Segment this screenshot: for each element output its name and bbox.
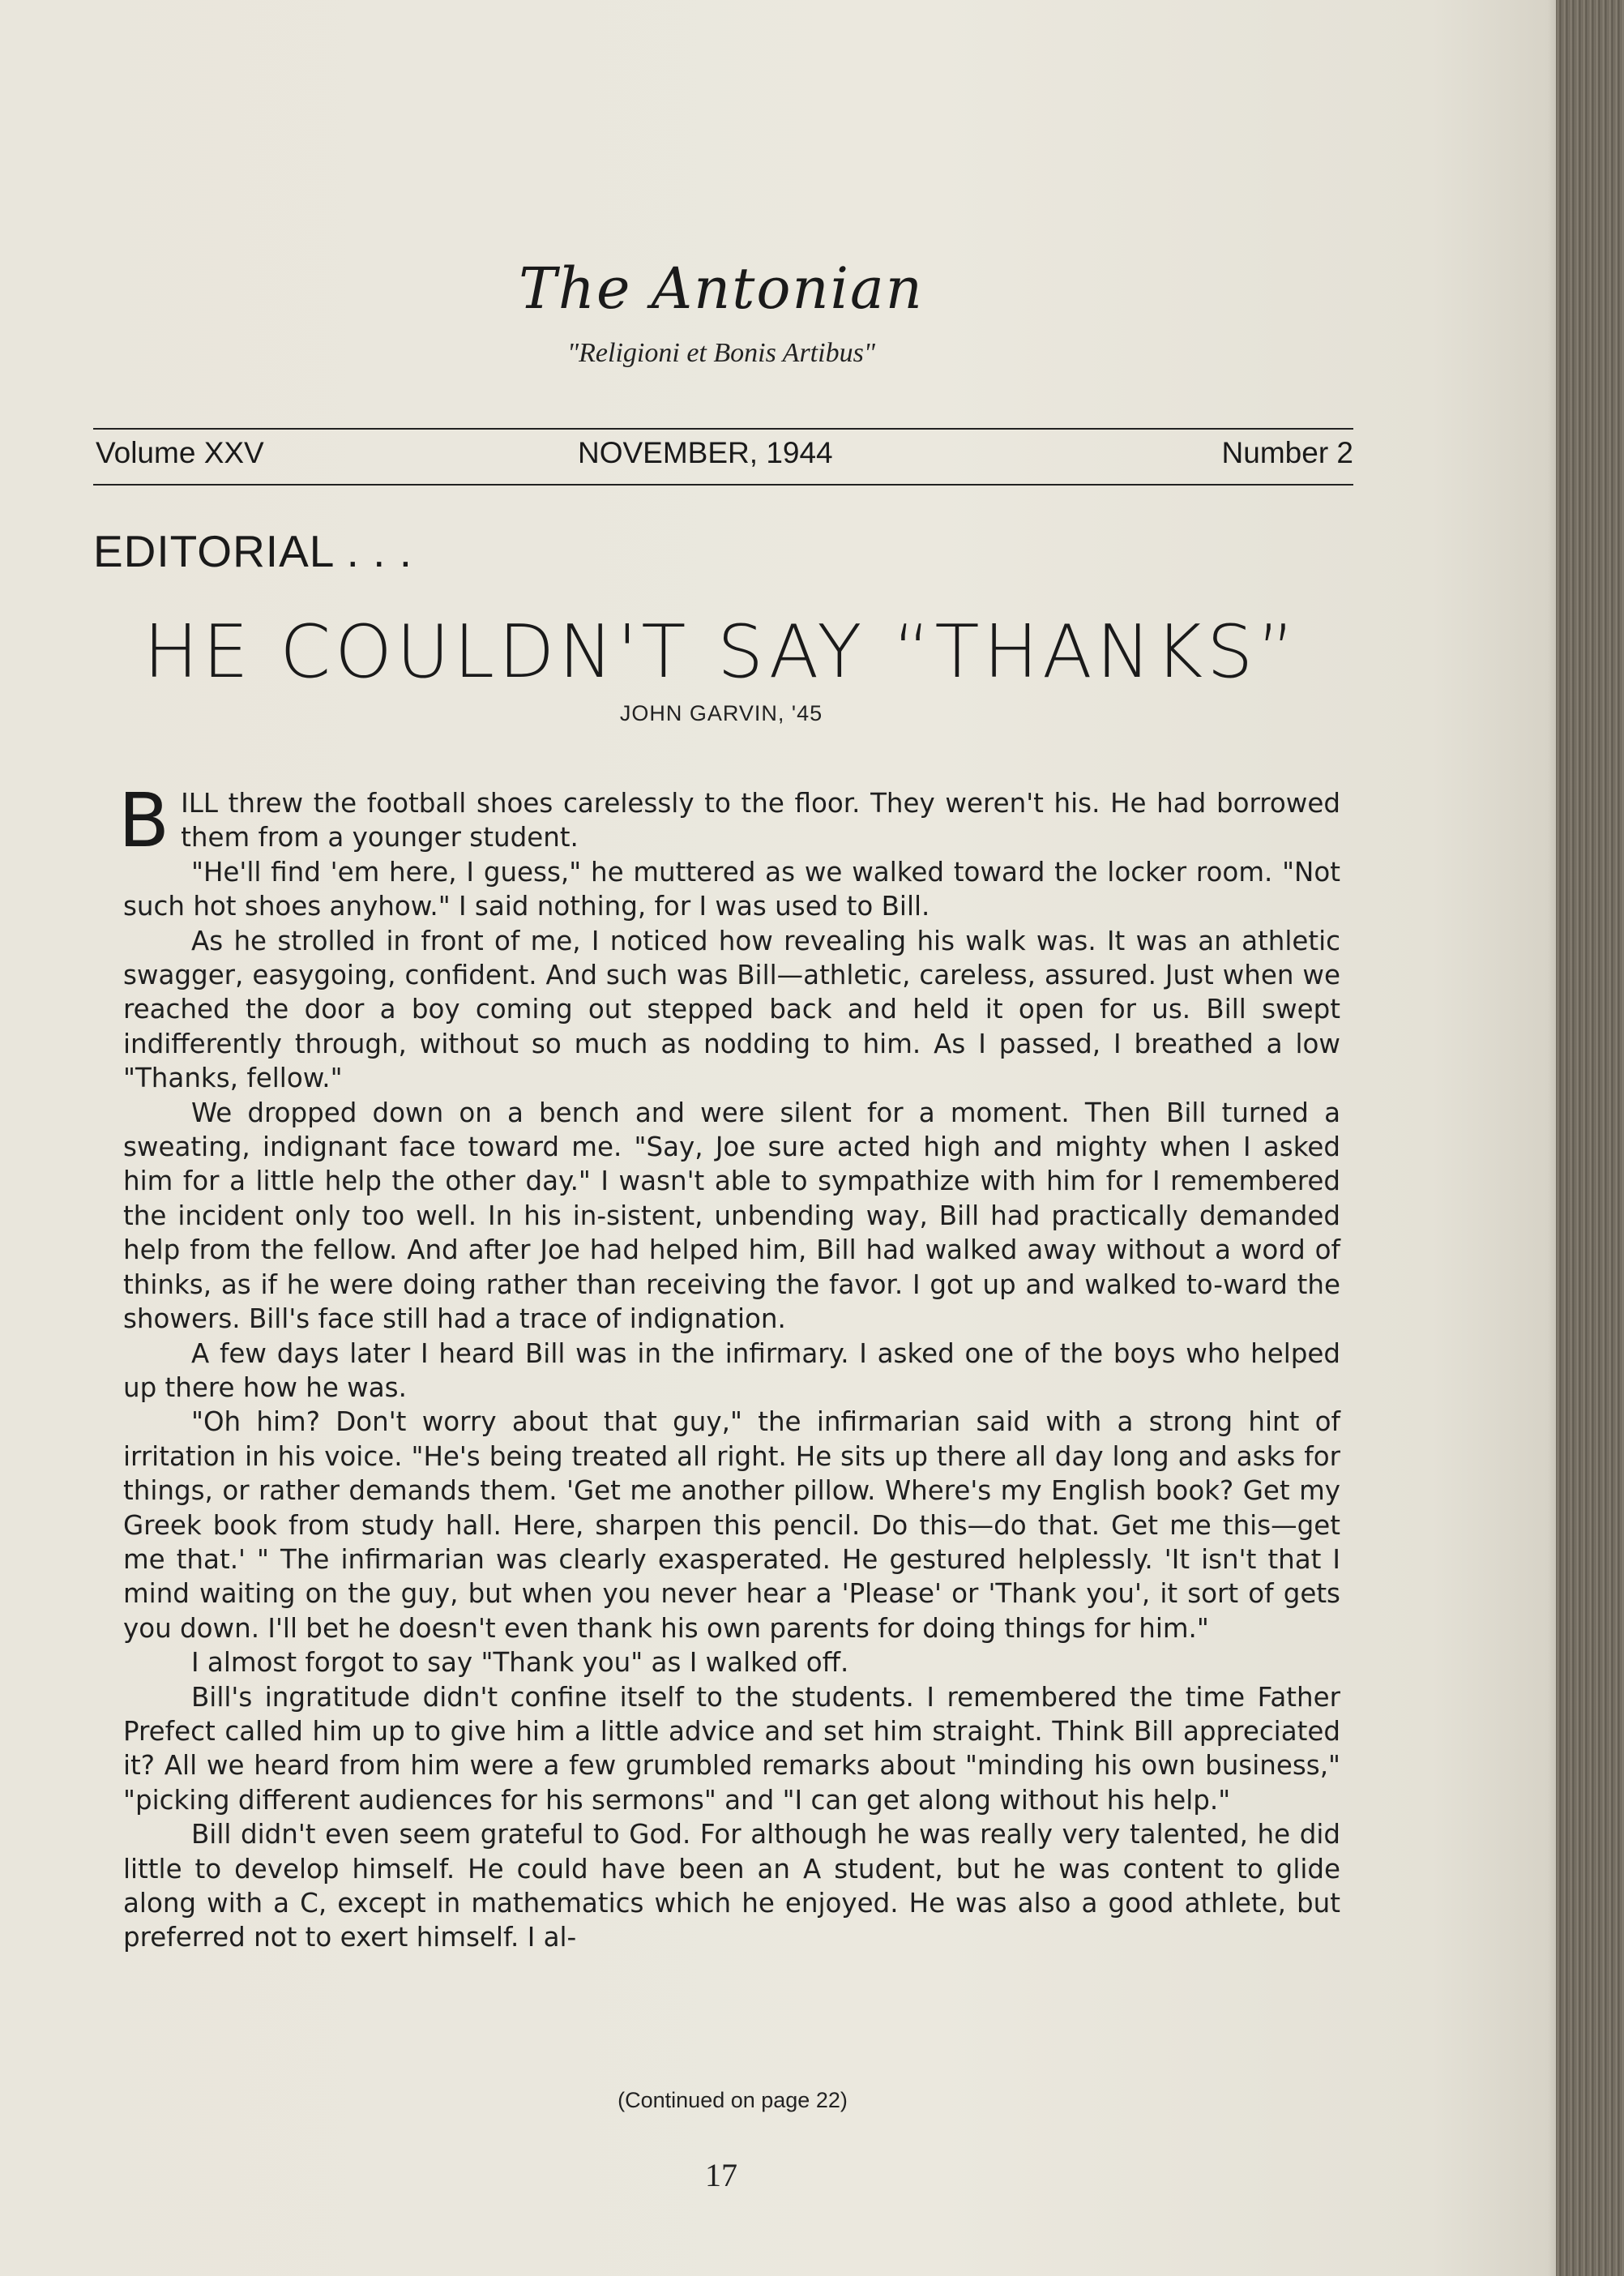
article-paragraph: We dropped down on a bench and were silent for a moment. Then Bill turned a sweating, indignant face toward me. "Say, Joe sure acted high and mighty when I asked him for a little help the other day." I wasn't able to sympathize with him for I remembered the incident only too well. In his in-sistent, unbending way, Bill had practically demanded help from the fellow. And after Joe had helped him, Bill had walked away without a word of thinks, as if he were doing rather than receiving the favor. I got up and walked to-ward the showers. Bill's face still had a trace of indignation. [123, 1097, 1340, 1335]
article-paragraph: As he strolled in front of me, I noticed how revealing his walk was. It was an athletic swagger, easygoing, confident. And such was Bill—athletic, careless, assured. Just when we reached the door a boy coming out stepped back and held it open for us. Bill swept indifferently through, without so much as nodding to him. As I passed, I breathed a low "Thanks, fellow." [123, 925, 1340, 1094]
masthead [0, 255, 1442, 369]
article-body [118, 777, 1340, 1955]
page-number: 17 [705, 2157, 737, 2193]
binding-shadow [1548, 0, 1556, 2276]
issue-volume: Volume XXV [96, 436, 264, 469]
drop-cap: B [118, 777, 170, 864]
article-paragraph: I almost forgot to say "Thank you" as I walked off. [191, 1647, 849, 1679]
first-paragraph-text: ILL threw the football shoes carelessly to the floor. They weren't his. He had borrowed them from a younger student. [181, 788, 1340, 854]
bottom-rule [93, 484, 1353, 486]
issue-number: Number 2 [1221, 436, 1353, 469]
top-rule [93, 428, 1353, 430]
article-byline: JOHN GARVIN, '45 [619, 701, 823, 725]
article-paragraph: Bill's ingratitude didn't confine itself to the students. I remembered the time Father Prefect called him up to give him a little advice and set him straight. Think Bill appreciated it? All we heard from him were a few grumbled remarks about "minding his own business," "picking different audiences for his sermons" and "I can get along without his help." [123, 1681, 1340, 1816]
article-paragraph: Bill didn't even seem grateful to God. For although he was really very talented, he did little to develop himself. He could have been an A student, but he was content to glide along with a C, except in mathematics which he enjoyed. He was also a good athlete, but preferred not to exert himself. I al- [123, 1819, 1340, 1953]
section-label: EDITORIAL . . . [93, 526, 412, 576]
article-paragraph: "Oh him? Don't worry about that guy," the infirmarian said with a strong hint of irritation in his voice. "He's being treated all right. He sits up there all day long and asks for things, or rather demands them. 'Get me another pillow. Where's my English book? Get my Greek book from study hall. Here, sharpen this pencil. Do this—do that. Get me this—get me that.' " The infirmarian was clearly exasperated. He gestured helplessly. 'It isn't that I mind waiting on the guy, but when you never hear a 'Please' or 'Thank you', it sort of gets you down. I'll bet he doesn't even thank his own parents for doing things for him." [123, 1406, 1340, 1644]
article-paragraph: A few days later I heard Bill was in the infirmary. I asked one of the boys who helped up there how he was. [123, 1337, 1340, 1403]
continued-note: (Continued on page 22) [618, 2088, 848, 2112]
article-title: HE COULDN'T SAY “THANKS” [143, 610, 1299, 695]
magazine-title: The Antonian [519, 255, 924, 322]
issue-date: NOVEMBER, 1944 [578, 436, 833, 469]
magazine-motto: "Religioni et Bonis Artibus" [566, 338, 876, 368]
book-page-edges [1556, 0, 1624, 2276]
article-paragraph-first [118, 777, 1340, 864]
article-paragraph: "He'll find 'em here, I guess," he muttered as we walked toward the locker room. "Not such hot shoes anyhow." I said nothing, for I was used to Bill. [123, 856, 1340, 922]
